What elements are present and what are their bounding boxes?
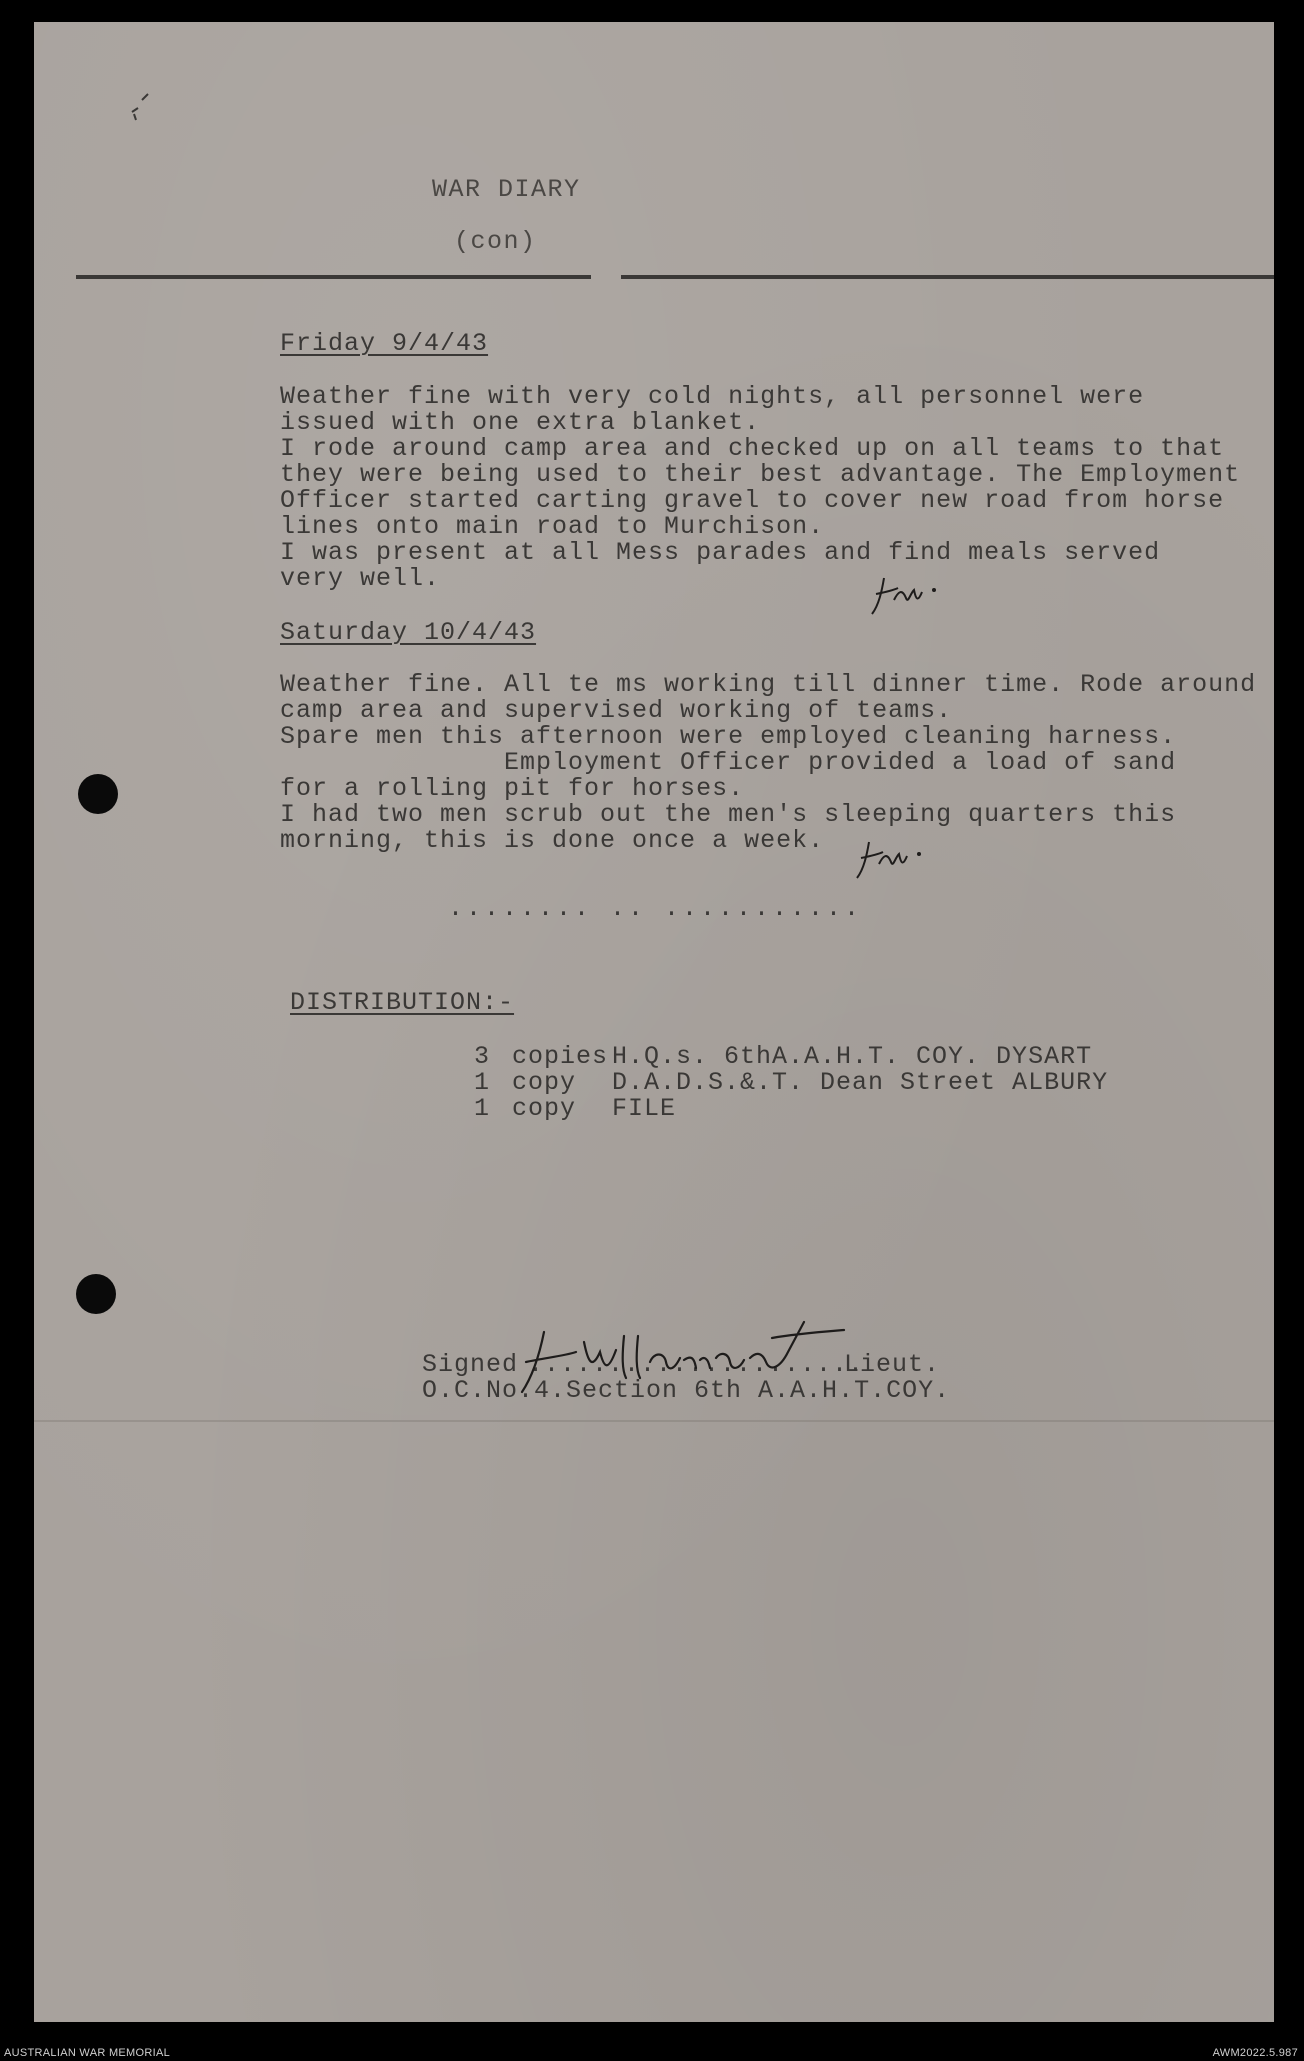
entry-line: I had two men scrub out the men's sleeping quarters this — [280, 800, 1177, 829]
document-title: WAR DIARY — [432, 175, 581, 204]
rank-label: Lieut. — [844, 1350, 941, 1379]
entry-line: I was present at all Mess parades and find meals served — [280, 538, 1161, 567]
distribution-qty: 1 — [474, 1094, 491, 1123]
footer-reference: AWM2022.5.987 — [1212, 2047, 1298, 2059]
signed-prefix: Signed — [422, 1350, 519, 1379]
entry-line: Spare men this afternoon were employed cleaning harness. — [280, 722, 1177, 751]
paper-fold — [34, 1420, 1274, 1422]
entry-line: issued with one extra blanket. — [280, 408, 761, 437]
entry-date-saturday: Saturday 10/4/43 — [280, 618, 537, 647]
document-subtitle: (con) — [454, 227, 537, 256]
punch-hole-upper — [78, 774, 118, 814]
initials-signature-saturday — [849, 834, 929, 884]
entry-line: for a rolling pit for horses. — [280, 774, 745, 803]
distribution-qty: 3 — [474, 1042, 491, 1071]
entry-line: Officer started carting gravel to cover new road from horse — [280, 486, 1225, 515]
entry-line: I rode around camp area and checked up on all teams to that — [280, 434, 1225, 463]
distribution-qty: 1 — [474, 1068, 491, 1097]
distribution-destination: H.Q.s. 6thA.A.H.T. COY. DYSART — [612, 1042, 1093, 1071]
entry-line: very well. — [280, 564, 441, 593]
entry-line: they were being used to their best advantage. The Employment — [280, 460, 1241, 489]
header-rule-left — [76, 275, 591, 279]
distribution-destination: FILE — [612, 1094, 677, 1123]
handwritten-signature — [504, 1312, 864, 1412]
punch-hole-lower — [76, 1274, 116, 1314]
distribution-unit: copy — [512, 1094, 609, 1123]
distribution-unit: copies — [512, 1042, 609, 1071]
pencil-mark — [124, 90, 164, 130]
distribution-heading: DISTRIBUTION:- — [290, 988, 515, 1017]
entry-line: morning, this is done once a week. — [280, 826, 825, 855]
footer-institution: AUSTRALIAN WAR MEMORIAL — [4, 2047, 171, 2059]
entry-line: Weather fine. All te ms working till dinner time. Rode around — [280, 670, 1257, 699]
initials-signature-friday — [864, 570, 944, 620]
entry-line: Employment Officer provided a load of sand — [280, 748, 1177, 777]
entry-line: camp area and supervised working of teams. — [280, 696, 953, 725]
distribution-unit: copy — [512, 1068, 609, 1097]
entry-date-friday: Friday 9/4/43 — [280, 329, 489, 358]
entry-line: lines onto main road to Murchison. — [280, 512, 825, 541]
header-rule-right — [621, 275, 1274, 279]
separator-dots: ........ .. ........... — [448, 894, 863, 923]
signature-dots: ..................... — [528, 1350, 865, 1379]
document-page — [34, 22, 1274, 2022]
section-designation: O.C.No.4.Section 6th A.A.H.T.COY. — [422, 1376, 951, 1405]
entry-line: Weather fine with very cold nights, all personnel were — [280, 382, 1145, 411]
distribution-destination: D.A.D.S.&.T. Dean Street ALBURY — [612, 1068, 1109, 1097]
